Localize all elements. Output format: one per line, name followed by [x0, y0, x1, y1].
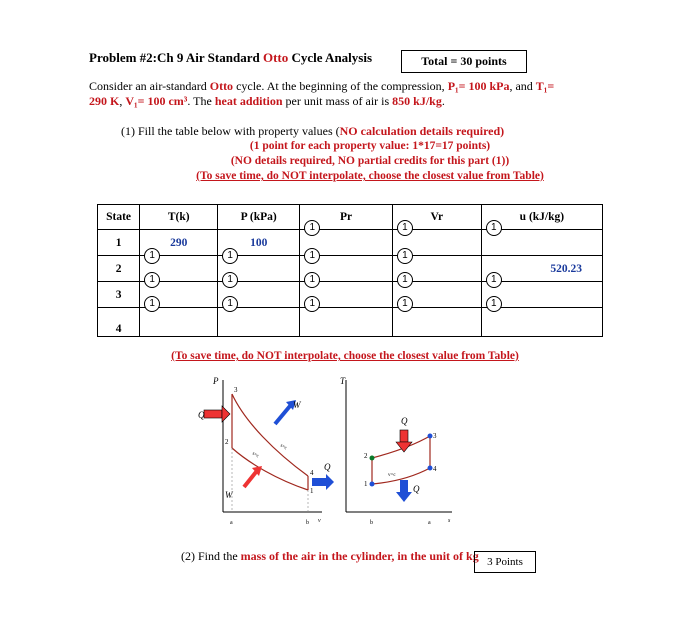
- property-table: [97, 204, 603, 337]
- point-circle: 1: [222, 296, 238, 312]
- pv-point-3: 3: [234, 386, 238, 394]
- point-circle: 1: [397, 296, 413, 312]
- pv-point-4: 4: [310, 469, 314, 477]
- ts-tick-b: b: [370, 520, 373, 526]
- intro-text-10: . The: [187, 94, 215, 108]
- ts-point-2: 2: [364, 452, 368, 460]
- table-row: [98, 256, 603, 282]
- intro-text-12: per unit mass of air is: [282, 94, 393, 108]
- col-header-state: State: [98, 205, 140, 230]
- pr-cell[interactable]: [300, 298, 393, 337]
- ts-tick-a: a: [428, 520, 431, 526]
- col-header-u: u (kJ/kg): [481, 205, 602, 230]
- ts-state-4-dot: [428, 466, 433, 471]
- col-header-t: T(k): [140, 205, 218, 230]
- point-circle: 1: [486, 272, 502, 288]
- point-circle: 1: [222, 272, 238, 288]
- ts-point-3: 3: [433, 432, 437, 440]
- ts-point-1: 1: [364, 480, 368, 488]
- point-circle: 1: [486, 296, 502, 312]
- col-header-p: P (kPa): [218, 205, 300, 230]
- pv-tick-a: a: [230, 520, 233, 526]
- intro-p1: P₁= 100 kPa: [447, 79, 510, 93]
- table-row: [98, 230, 603, 256]
- ts-state-3-dot: [428, 434, 433, 439]
- intro-text-14: .: [441, 94, 445, 108]
- ts-isochoric-label: v=c: [388, 473, 396, 478]
- ts-heat-out-arrow-head: [396, 492, 412, 502]
- intro-heat-value: 850 kJ/kg: [392, 94, 442, 108]
- point-circle: 1: [486, 220, 502, 236]
- u-cell[interactable]: [481, 222, 602, 256]
- pv-axis-label: P: [213, 376, 219, 386]
- pv-isentropic-label-2: s=c: [279, 443, 288, 452]
- intro-text-8: ,: [119, 94, 126, 108]
- point-circle: 1: [304, 272, 320, 288]
- table-row: [98, 282, 603, 308]
- part1-points-line: (1 point for each property value: 1*17=17 points): [249, 140, 491, 152]
- part1-no-details: NO calculation details required): [339, 124, 505, 138]
- intro-t1-value: 290 K: [89, 94, 120, 108]
- title-suffix: Cycle Analysis: [288, 50, 373, 65]
- p1-value: 100: [250, 236, 268, 249]
- pv-point-2: 2: [225, 438, 229, 446]
- pv-heat-in-arrow-body: [204, 410, 222, 418]
- ts-heat-in-arrow-body: [400, 430, 408, 442]
- pv-heat-out-arrow-body: [312, 478, 326, 486]
- part2-highlight: mass of the air in the cylinder, in the unit of kg: [240, 549, 479, 563]
- part2-question: [181, 549, 479, 564]
- table-header-row: [98, 205, 603, 230]
- point-circle: 1: [304, 296, 320, 312]
- ts-state-1-dot: [370, 482, 375, 487]
- part2-text: (2) Find the: [181, 549, 241, 563]
- part1-instruction: [121, 124, 504, 139]
- pv-heat-in-arrow-head: [222, 406, 230, 422]
- pv-compression-curve: [232, 448, 308, 490]
- pv-isentropic-label-1: s=c: [251, 451, 260, 460]
- point-circle: 1: [144, 248, 160, 264]
- part1-label: (1) Fill the table below with property values (: [121, 124, 340, 138]
- part1-interpolate-note: (To save time, do NOT interpolate, choose the closest value from Table): [196, 170, 544, 182]
- t1-value: 290: [170, 236, 188, 249]
- part2-points-box: 3 Points: [474, 551, 536, 573]
- state-cell: 1: [98, 230, 140, 256]
- table-interpolate-note: (To save time, do NOT interpolate, choose the closest value from Table): [171, 350, 519, 362]
- pv-work-bottom-label: W: [225, 490, 233, 500]
- pv-tick-b: b: [306, 520, 309, 526]
- intro-text-1: Consider an air-standard: [89, 79, 210, 93]
- title-otto: Otto: [262, 50, 289, 65]
- title-prefix: Problem #2:Ch 9 Air Standard: [89, 50, 263, 65]
- ts-tick-s: s: [448, 518, 451, 524]
- state-cell: 2: [98, 256, 140, 282]
- intro-heat-addition: heat addition: [214, 94, 283, 108]
- u-cell[interactable]: [481, 298, 602, 337]
- table-row: [98, 308, 603, 337]
- u2-value: 520.23: [550, 262, 582, 275]
- otto-cycle-diagrams: [190, 372, 490, 532]
- ts-heat-out-label: Q: [413, 484, 420, 494]
- pv-work-top-label: W: [293, 400, 301, 410]
- state-cell: 4: [98, 308, 140, 337]
- ts-point-4: 4: [433, 465, 437, 473]
- intro-text-3: cycle. At the beginning of the compression,: [233, 79, 448, 93]
- ts-axis-label: T: [340, 376, 346, 386]
- point-circle: 1: [144, 296, 160, 312]
- pv-heat-out-label: Q: [324, 462, 331, 472]
- problem-title: [89, 50, 372, 66]
- ts-heat-out-arrow-body: [400, 480, 408, 492]
- vr-cell[interactable]: [392, 298, 481, 337]
- pv-work-in-arrow: [244, 472, 256, 487]
- p-cell[interactable]: [218, 298, 300, 337]
- pv-heat-out-arrow-head: [326, 474, 334, 490]
- ts-heat-in-label: Q: [401, 416, 408, 426]
- point-circle: 1: [304, 220, 320, 236]
- problem-statement: [89, 79, 629, 109]
- point-circle: 1: [397, 220, 413, 236]
- intro-t1-label: T₁=: [535, 79, 555, 93]
- pv-work-out-arrow: [275, 406, 290, 424]
- pv-heat-in-label: Q: [198, 410, 205, 420]
- point-circle: 1: [304, 248, 320, 264]
- ts-state-2-dot: [370, 456, 375, 461]
- state-cell: 3: [98, 282, 140, 308]
- pv-tick-v: v: [318, 518, 321, 524]
- col-header-vr: Vr: [392, 205, 481, 230]
- pv-point-1: 1: [310, 487, 314, 495]
- t-cell[interactable]: [140, 298, 218, 337]
- col-header-pr: Pr: [300, 205, 393, 230]
- point-circle: 1: [397, 248, 413, 264]
- intro-otto: Otto: [209, 79, 234, 93]
- part1-no-partial-line: (NO details required, NO partial credits for this part (1)): [230, 155, 510, 167]
- point-circle: 1: [222, 248, 238, 264]
- point-circle: 1: [397, 272, 413, 288]
- total-points-box: Total = 30 points: [401, 50, 527, 73]
- intro-v1: V₁= 100 cm³: [125, 94, 188, 108]
- intro-text-5: , and: [509, 79, 536, 93]
- point-circle: 1: [144, 272, 160, 288]
